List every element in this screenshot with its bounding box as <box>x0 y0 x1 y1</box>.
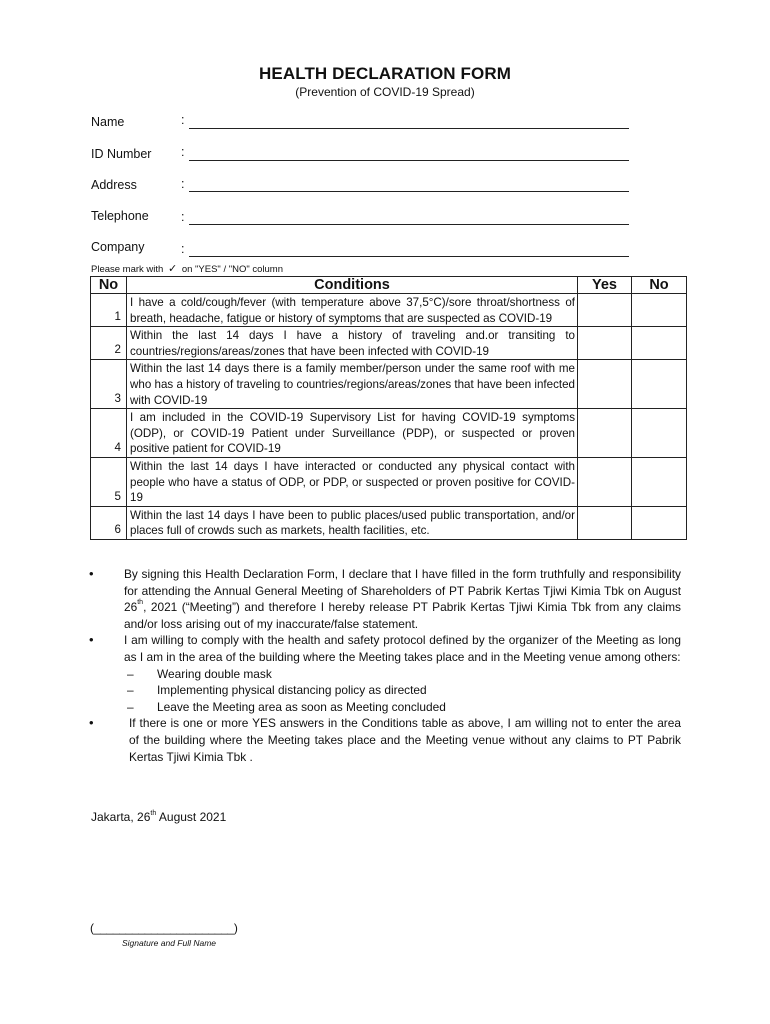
no-cell[interactable] <box>632 360 687 409</box>
sub-item <box>124 699 681 716</box>
id-number-field[interactable] <box>189 159 629 161</box>
conditions-table <box>90 276 687 540</box>
table-row <box>91 294 687 327</box>
signature-caption: Signature and Full Name <box>122 938 217 948</box>
header-conditions: Conditions <box>127 277 578 294</box>
header-no: No <box>91 277 127 294</box>
row-number: 5 <box>91 457 127 506</box>
header-yes: Yes <box>578 277 632 294</box>
yes-cell[interactable] <box>578 360 632 409</box>
date-sup: th <box>150 810 157 817</box>
place-date <box>91 810 226 824</box>
table-row <box>91 327 687 360</box>
sub-item <box>124 682 681 699</box>
dash-icon: – <box>127 666 134 681</box>
condition-text: I am included in the COVID-19 Supervisory List for having COVID-19 symptoms (ODP), or COVID-19 Patient under Surveillance (PDP), or suspected or proven positive patient for COVID-19 <box>127 409 578 458</box>
condition-text: Within the last 14 days there is a family member/person under the same roof with me who has a history of traveling to countries/regions/areas/zones that have been infected with COVID-19 <box>127 360 578 409</box>
telephone-field[interactable] <box>189 223 629 225</box>
telephone-colon: : <box>181 210 185 224</box>
mark-instruction <box>91 262 283 275</box>
condition-text: Within the last 14 days I have interacted or conducted any physical contact with people who have a status of ODP, or PDP, or suspected or proven positive for COVID-19 <box>127 457 578 506</box>
signature-field[interactable]: (______________________) <box>90 921 238 935</box>
form-subtitle: (Prevention of COVID-19 Spread) <box>295 85 475 99</box>
row-number: 2 <box>91 327 127 360</box>
row-number: 1 <box>91 294 127 327</box>
address-field[interactable] <box>189 190 629 192</box>
id-number-label: ID Number <box>91 147 152 161</box>
form-title: HEALTH DECLARATION FORM <box>259 64 511 83</box>
company-field[interactable] <box>189 255 629 257</box>
bullet-icon: • <box>89 715 94 731</box>
date-text-a: Jakarta, 26 <box>91 810 151 824</box>
condition-text: I have a cold/cough/fever (with temperature above 37,5°C)/sore throat/shortness of breath, headache, fatigue or history of symptoms that are suspected as COVID-19 <box>127 294 578 327</box>
bullet-icon: • <box>89 566 94 581</box>
sub-item-text: Leave the Meeting area as soon as Meeting concluded <box>157 699 446 714</box>
condition-text: Within the last 14 days I have been to public places/used public transportation, and/or places full of crowds such as markets, health facilities, etc. <box>127 506 578 539</box>
name-label: Name <box>91 115 125 129</box>
no-cell[interactable] <box>632 409 687 458</box>
row-number: 3 <box>91 360 127 409</box>
table-header-row <box>91 277 687 294</box>
table-row <box>91 457 687 506</box>
company-colon: : <box>181 242 185 256</box>
condition-text: Within the last 14 days I have a history of traveling and.or transiting to countries/regions/areas/zones that have been infected with COVID-19 <box>127 327 578 360</box>
header-no-answer: No <box>632 277 687 294</box>
statement-1-text-a: By signing this Health Declaration Form, I declare that I have filled in the form truthfully and responsibility for attending the Annual General Meeting of Shareholders of PT Pabrik Kertas Tjiwi Kimia Tbk on August 26 <box>124 567 681 615</box>
table-row <box>91 506 687 539</box>
table-row <box>91 409 687 458</box>
sub-item-text: Wearing double mask <box>157 666 272 681</box>
yes-cell[interactable] <box>578 327 632 360</box>
telephone-label: Telephone <box>91 209 149 223</box>
no-cell[interactable] <box>632 327 687 360</box>
yes-cell[interactable] <box>578 457 632 506</box>
sub-item <box>124 666 681 683</box>
declaration-statements <box>91 566 681 765</box>
statement-1-sup: th <box>137 599 144 607</box>
statement-2 <box>91 632 681 665</box>
id-number-colon: : <box>181 145 185 159</box>
sub-item-text: Implementing physical distancing policy as directed <box>157 683 427 698</box>
statement-1-text-b: , 2021 (“Meeting”) and therefore I hereby release PT Pabrik Kertas Tjiwi Kimia Tbk from any claims and/or loss arising out of my inaccurate/false statement. <box>124 600 681 631</box>
no-cell[interactable] <box>632 506 687 539</box>
name-field[interactable] <box>189 127 629 129</box>
company-label: Company <box>91 240 145 254</box>
yes-cell[interactable] <box>578 506 632 539</box>
no-cell[interactable] <box>632 294 687 327</box>
instruction-text-after: on "YES" / "NO" column <box>181 264 283 275</box>
no-cell[interactable] <box>632 457 687 506</box>
instruction-text-before: Please mark with <box>91 264 164 275</box>
yes-cell[interactable] <box>578 409 632 458</box>
row-number: 6 <box>91 506 127 539</box>
statement-1 <box>91 566 681 632</box>
row-number: 4 <box>91 409 127 458</box>
dash-icon: – <box>127 683 134 698</box>
date-text-b: August 2021 <box>156 810 227 824</box>
checkmark-icon: ✓ <box>167 263 178 275</box>
bullet-icon: • <box>89 632 94 648</box>
statement-2-text: I am willing to comply with the health and safety protocol defined by the organizer of the Meeting as long as I am in the area of the building where the Meeting takes place and in the Meeting venue among others: <box>124 633 681 664</box>
address-colon: : <box>181 177 185 191</box>
statement-3-text: If there is one or more YES answers in the Conditions table as above, I am willing not to enter the area of the building where the Meeting takes place and the Meeting venue without any claims to PT Pabrik Kertas Tjiwi Kimia Tbk . <box>129 716 681 764</box>
statement-3 <box>91 715 681 765</box>
address-label: Address <box>91 178 137 192</box>
table-row <box>91 360 687 409</box>
dash-icon: – <box>127 699 134 714</box>
name-colon: : <box>181 113 185 127</box>
yes-cell[interactable] <box>578 294 632 327</box>
